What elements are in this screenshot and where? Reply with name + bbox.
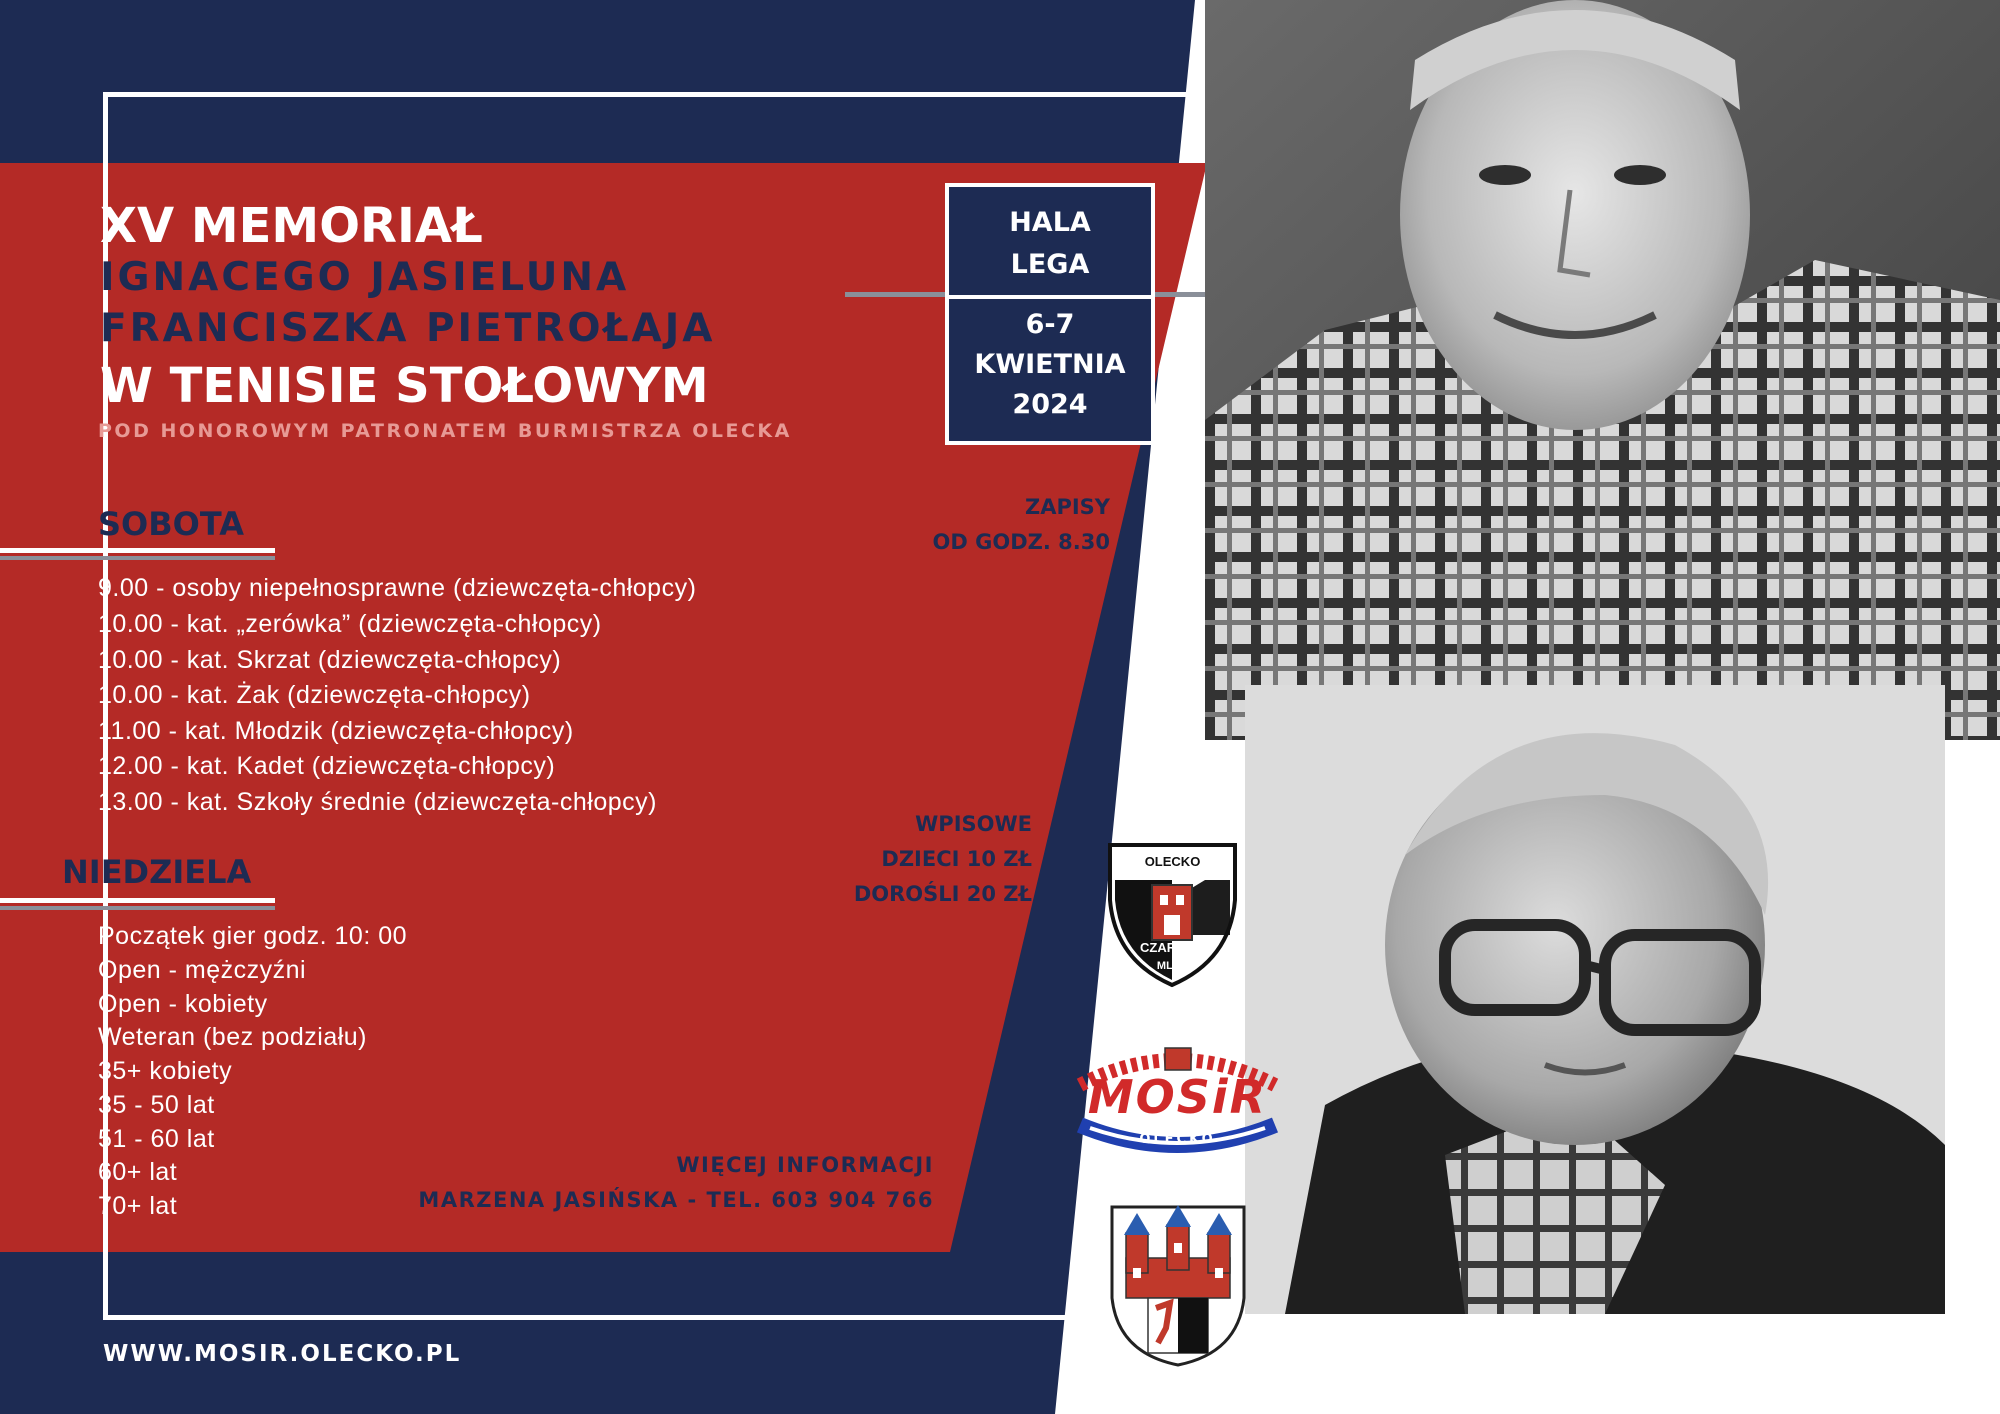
registration-line-2: OD GODZ. 8.30 (932, 530, 1110, 554)
title-line-1: XV MEMORIAŁ (100, 198, 483, 254)
registration-line-1: ZAPISY (1024, 495, 1110, 519)
saturday-underline-white (0, 548, 275, 553)
czarni-logo-mid-text: CZARNI (1140, 940, 1190, 955)
venue-line-2: LEGA (1010, 249, 1090, 280)
saturday-item: 12.00 - kat. Kadet (dziewczęta-chłopcy) (98, 752, 556, 780)
sunday-item: Początek gier godz. 10: 00 (98, 922, 408, 950)
czarni-olecko-logo (1105, 840, 1240, 990)
contact-line-1: WIĘCEJ INFORMACJI (676, 1153, 934, 1177)
sunday-item: 70+ lat (98, 1192, 178, 1220)
sunday-underline-gray (0, 906, 275, 910)
fees-line-1: WPISOWE (915, 812, 1032, 836)
fees-line-2: DZIECI 10 ZŁ (881, 847, 1032, 871)
sunday-item: 35 - 50 lat (98, 1091, 215, 1119)
mosir-logo-text: MOSiR (1087, 1070, 1268, 1124)
patronage-subtitle: POD HONOROWYM PATRONATEM BURMISTRZA OLECKA (98, 420, 792, 442)
sunday-item: Open - mężczyźni (98, 956, 307, 984)
photo-ignacy-jasielun (1205, 0, 2000, 740)
saturday-item: 13.00 - kat. Szkoły średnie (dziewczęta-chłopcy) (98, 788, 657, 816)
sunday-item: 35+ kobiety (98, 1057, 233, 1085)
website-link[interactable]: WWW.MOSIR.OLECKO.PL (103, 1341, 462, 1367)
sunday-underline-white (0, 898, 275, 903)
saturday-item: 10.00 - kat. „zerówka” (dziewczęta-chłopcy) (98, 610, 602, 638)
saturday-item: 11.00 - kat. Młodzik (dziewczęta-chłopcy) (98, 717, 574, 745)
saturday-item: 10.00 - kat. Żak (dziewczęta-chłopcy) (98, 681, 531, 709)
saturday-underline-gray (0, 556, 275, 560)
title-line-4: W TENISIE STOŁOWYM (100, 358, 709, 414)
saturday-item: 9.00 - osoby niepełnosprawne (dziewczęta-chłopcy) (98, 574, 697, 602)
saturday-heading: SOBOTA (98, 505, 244, 543)
saturday-item: 10.00 - kat. Skrzat (dziewczęta-chłopcy) (98, 646, 562, 674)
sunday-item: 51 - 60 lat (98, 1125, 215, 1153)
mosir-olecko-logo (1065, 1040, 1290, 1160)
sunday-item: 60+ lat (98, 1158, 178, 1186)
date-line-3: 2024 (1012, 389, 1088, 420)
contact-line-2: MARZENA JASIŃSKA - TEL. 603 904 766 (418, 1188, 934, 1212)
venue-line-1: HALA (1009, 207, 1091, 238)
sunday-item: Weteran (bez podziału) (98, 1023, 368, 1051)
photo-franciszek-pietrolaj (1245, 685, 1945, 1314)
czarni-logo-bottom-text: MLKS (1156, 960, 1189, 972)
title-line-3: FRANCISZKA PIETROŁAJA (100, 306, 716, 351)
sunday-heading: NIEDZIELA (62, 853, 252, 891)
title-line-2: IGNACEGO JASIELUNA (100, 255, 630, 300)
date-line-2: KWIETNIA (974, 349, 1126, 380)
fees-line-3: DOROŚLI 20 ZŁ (853, 882, 1032, 906)
mosir-logo-subtext: OLECKO (1139, 1132, 1216, 1147)
venue-box-divider (949, 295, 1151, 299)
olecko-coat-of-arms (1108, 1203, 1248, 1368)
czarni-logo-top-text: OLECKO (1144, 854, 1201, 869)
sunday-item: Open - kobiety (98, 990, 268, 1018)
date-line-1: 6-7 (1025, 309, 1075, 340)
venue-date-box (945, 183, 1155, 445)
